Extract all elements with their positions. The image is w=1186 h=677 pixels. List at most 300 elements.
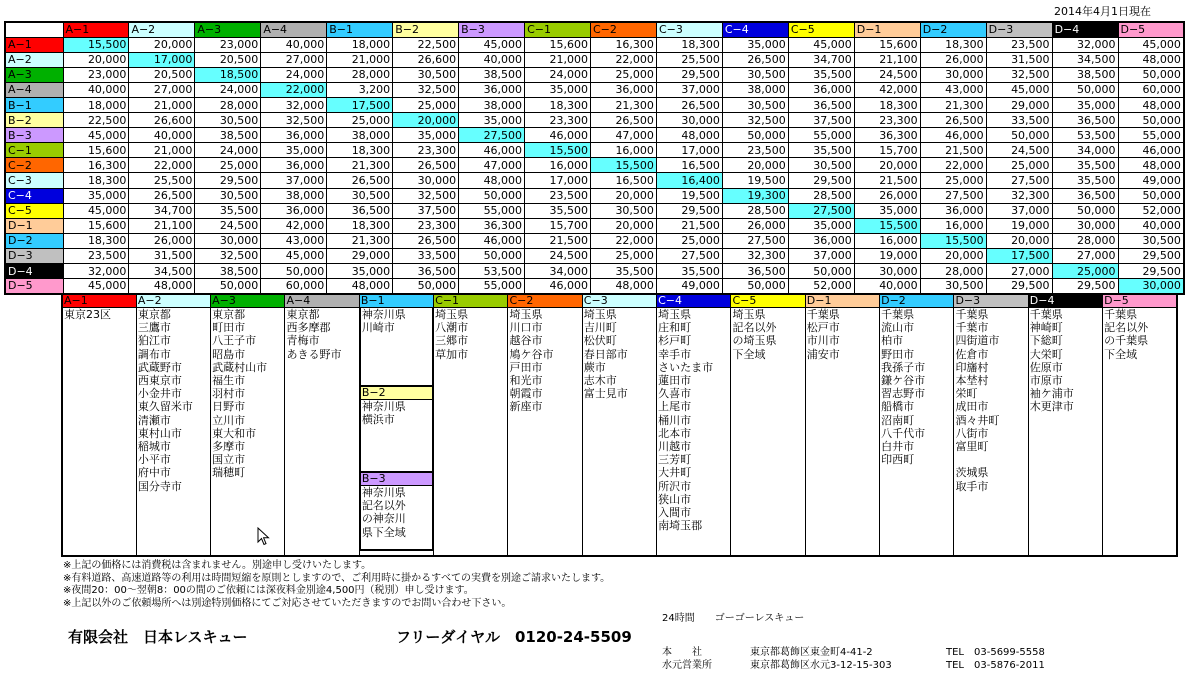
price-cell: 28,000 [920, 264, 986, 279]
price-cell: 25,500 [129, 173, 195, 188]
price-cell: 23,500 [525, 188, 591, 203]
price-cell: 28,000 [1052, 233, 1118, 248]
price-cell: 23,500 [722, 143, 788, 158]
zone-header-cell: D−2 [920, 22, 986, 37]
area-list-cell [211, 308, 285, 556]
price-cell: 18,300 [327, 143, 393, 158]
notes-block [63, 560, 610, 610]
area-name: 北本市 [658, 426, 692, 440]
price-cell: 20,000 [986, 233, 1052, 248]
price-cell: 48,000 [1118, 158, 1184, 173]
price-cell: 32,300 [722, 248, 788, 263]
office-list [662, 646, 1046, 672]
price-cell: 42,000 [854, 82, 920, 97]
zone-header-cell: C−4 [722, 22, 788, 37]
area-name [955, 453, 1026, 466]
price-cell: 29,500 [195, 173, 261, 188]
area-name: 本埜村 [955, 374, 989, 388]
area-name: 南埼玉郡 [658, 519, 703, 533]
price-cell: 21,300 [327, 158, 393, 173]
price-cell: 55,000 [459, 203, 525, 218]
price-cell: 16,500 [656, 158, 722, 173]
zone-row-header: C−5 [5, 203, 63, 218]
price-row [5, 264, 1184, 279]
price-cell: 26,000 [129, 233, 195, 248]
area-list-cell [805, 308, 879, 556]
price-cell: 48,000 [327, 279, 393, 294]
price-cell: 30,500 [591, 203, 657, 218]
price-cell: 35,500 [1052, 158, 1118, 173]
price-cell: 26,000 [854, 188, 920, 203]
price-cell: 50,000 [459, 188, 525, 203]
price-cell: 27,000 [261, 52, 327, 67]
area-list-cell [136, 308, 210, 556]
price-cell: 27,500 [459, 128, 525, 143]
area-name: 福生市 [212, 374, 246, 388]
area-name: 川口市 [509, 321, 543, 335]
office-address: 東京都葛飾区水元3-12-15-303 [750, 660, 892, 671]
price-cell: 50,000 [1118, 67, 1184, 82]
area-name: 東京都 [137, 308, 171, 321]
area-name: 東久留米市 [137, 400, 193, 414]
zone-row-header: A−3 [5, 67, 63, 82]
price-cell: 36,000 [261, 203, 327, 218]
zone-row-header: A−1 [5, 37, 63, 52]
price-cell: 35,000 [261, 143, 327, 158]
price-cell: 50,000 [393, 279, 459, 294]
price-cell: 45,000 [63, 279, 129, 294]
area-name: 国立市 [212, 453, 246, 467]
area-name: 市原市 [1029, 374, 1063, 388]
price-cell: 20,000 [591, 218, 657, 233]
price-cell: 36,500 [1052, 113, 1118, 128]
price-cell: 15,500 [525, 143, 591, 158]
price-cell: 50,000 [722, 128, 788, 143]
price-row [5, 188, 1184, 203]
area-name: 調布市 [137, 347, 171, 361]
area-name: 印旛村 [955, 360, 989, 374]
price-cell: 25,000 [393, 97, 459, 112]
area-zone-header: A−3 [211, 294, 285, 308]
price-cell: 50,000 [722, 279, 788, 294]
area-body-row [62, 308, 1177, 556]
area-name: 松伏町 [583, 334, 617, 348]
price-cell: 48,000 [656, 128, 722, 143]
price-cell: 36,000 [591, 82, 657, 97]
area-list-cell [285, 308, 359, 556]
price-cell: 17,000 [525, 173, 591, 188]
price-cell: 48,000 [1118, 97, 1184, 112]
price-cell: 50,000 [1052, 82, 1118, 97]
price-cell: 16,000 [525, 158, 591, 173]
price-cell: 22,500 [63, 113, 129, 128]
price-cell: 15,500 [854, 218, 920, 233]
price-cell: 32,500 [195, 248, 261, 263]
price-cell: 36,500 [722, 264, 788, 279]
price-row [5, 67, 1184, 82]
area-name: 松戸市 [806, 321, 840, 335]
area-zone-header: D−3 [954, 294, 1028, 308]
price-cell: 28,500 [788, 188, 854, 203]
price-cell: 60,000 [1118, 82, 1184, 97]
price-cell: 22,000 [591, 52, 657, 67]
price-cell: 30,500 [195, 188, 261, 203]
price-cell: 23,300 [393, 143, 459, 158]
area-name: 鳩ケ谷市 [509, 347, 554, 361]
area-name: 杉戸町 [658, 334, 692, 348]
price-matrix-table [4, 21, 1185, 295]
price-cell: 29,000 [986, 97, 1052, 112]
area-name: 稲城市 [137, 440, 171, 454]
area-name: 船橋市 [881, 400, 915, 414]
price-cell: 30,500 [327, 188, 393, 203]
price-row [5, 128, 1184, 143]
area-list-cell [657, 308, 731, 556]
area-name: 袖ケ浦市 [1029, 387, 1074, 401]
price-cell: 45,000 [261, 248, 327, 263]
price-cell: 40,000 [63, 82, 129, 97]
price-cell: 25,000 [656, 233, 722, 248]
office-row-head [662, 646, 1046, 659]
price-row [5, 233, 1184, 248]
zone-row-header: D−2 [5, 233, 63, 248]
area-name: 新座市 [509, 400, 543, 414]
price-row [5, 218, 1184, 233]
area-name: 羽村市 [212, 387, 246, 401]
price-cell: 22,000 [920, 158, 986, 173]
price-cell: 18,500 [195, 67, 261, 82]
price-cell: 20,500 [195, 52, 261, 67]
price-cell: 55,000 [788, 128, 854, 143]
area-name: 東村山市 [137, 426, 182, 440]
price-cell: 18,300 [656, 37, 722, 52]
price-cell: 53,500 [459, 264, 525, 279]
zone-row-header: A−2 [5, 52, 63, 67]
area-name: の埼玉県 [732, 334, 777, 348]
area-name: 八街市 [955, 426, 989, 440]
price-cell: 20,000 [63, 52, 129, 67]
area-name: 記名以外 [1104, 321, 1149, 335]
area-name: 久喜市 [658, 387, 692, 401]
price-cell: 38,000 [261, 188, 327, 203]
price-cell: 15,600 [63, 218, 129, 233]
price-cell: 48,000 [129, 279, 195, 294]
price-cell: 35,500 [1052, 173, 1118, 188]
price-cell: 20,000 [854, 158, 920, 173]
area-zone-header: C−2 [508, 294, 582, 308]
price-header-row [5, 22, 1184, 37]
price-cell: 36,000 [788, 233, 854, 248]
area-name: 小金井市 [137, 387, 182, 401]
zone-row-header: B−2 [5, 113, 63, 128]
price-cell: 55,000 [1118, 128, 1184, 143]
area-name: 流山市 [881, 321, 915, 335]
price-cell: 25,500 [656, 52, 722, 67]
area-list-cell [1103, 308, 1177, 556]
price-cell: 26,600 [129, 113, 195, 128]
area-list-cell [434, 308, 508, 556]
area-name: 小平市 [137, 453, 171, 467]
zone-header-cell: B−3 [459, 22, 525, 37]
price-cell: 21,500 [525, 233, 591, 248]
price-cell: 32,000 [261, 97, 327, 112]
price-cell: 26,600 [393, 52, 459, 67]
price-cell: 28,000 [327, 67, 393, 82]
price-cell: 34,700 [788, 52, 854, 67]
price-cell: 21,000 [129, 97, 195, 112]
price-cell: 28,500 [722, 203, 788, 218]
area-name: 印西町 [881, 453, 915, 467]
price-cell: 35,500 [656, 264, 722, 279]
price-cell: 21,500 [854, 173, 920, 188]
price-cell: 45,000 [459, 37, 525, 52]
area-name: 沼南町 [881, 413, 915, 427]
note-line: ※上記の価格には消費税は含まれません。別途申し受けいたします。 [63, 560, 372, 571]
zone-header-cell: D−1 [854, 22, 920, 37]
area-name: 千葉県 [806, 308, 840, 321]
price-cell: 27,000 [129, 82, 195, 97]
office-tel: TEL 03-5699-5558 [946, 647, 1045, 658]
price-cell: 30,500 [195, 113, 261, 128]
area-name: 春日部市 [583, 347, 628, 361]
area-name: 浦安市 [806, 347, 840, 361]
area-name: 戸田市 [509, 360, 543, 374]
price-cell: 30,000 [195, 233, 261, 248]
price-row [5, 143, 1184, 158]
price-cell: 27,500 [986, 173, 1052, 188]
price-cell: 33,500 [986, 113, 1052, 128]
price-cell: 32,500 [261, 113, 327, 128]
price-cell: 3,200 [327, 82, 393, 97]
price-cell: 30,000 [1118, 279, 1184, 294]
price-cell: 42,000 [261, 218, 327, 233]
price-cell: 40,000 [261, 37, 327, 52]
area-name: 狭山市 [658, 492, 692, 506]
zone-header-cell: A−2 [129, 22, 195, 37]
price-row [5, 173, 1184, 188]
price-cell: 16,300 [63, 158, 129, 173]
area-name: 大栄町 [1029, 347, 1063, 361]
price-cell: 38,000 [459, 97, 525, 112]
area-name: 取手市 [955, 479, 989, 493]
price-cell: 24,500 [195, 218, 261, 233]
price-cell: 15,600 [854, 37, 920, 52]
zone-row-header: C−2 [5, 158, 63, 173]
price-cell: 53,500 [1052, 128, 1118, 143]
area-name: 成田市 [955, 400, 989, 414]
price-cell: 30,500 [722, 67, 788, 82]
area-zone-header: C−5 [731, 294, 805, 308]
price-cell: 35,000 [327, 264, 393, 279]
price-cell: 36,000 [788, 82, 854, 97]
price-cell: 15,500 [920, 233, 986, 248]
area-name: 東京都 [286, 308, 320, 321]
price-cell: 20,000 [920, 248, 986, 263]
area-name: 埼玉県 [583, 308, 617, 321]
area-name: 富士見市 [583, 387, 628, 401]
area-name: 国分寺市 [137, 479, 182, 493]
zone-row-header: C−4 [5, 188, 63, 203]
24h-service-label: 24時間 ゴーゴーレスキュー [662, 613, 805, 624]
price-cell: 21,500 [920, 143, 986, 158]
price-cell: 36,000 [459, 82, 525, 97]
price-cell: 38,000 [722, 82, 788, 97]
area-zone-header: C−4 [657, 294, 731, 308]
zone-header-cell: A−3 [195, 22, 261, 37]
price-cell: 40,000 [459, 52, 525, 67]
area-name: 四街道市 [955, 334, 1000, 348]
price-cell: 30,500 [920, 279, 986, 294]
price-cell: 52,000 [1118, 203, 1184, 218]
price-cell: 24,500 [525, 248, 591, 263]
subzone-box [360, 473, 433, 551]
price-cell: 27,500 [656, 248, 722, 263]
area-name: あきる野市 [286, 347, 342, 361]
area-name: 千葉県 [1029, 308, 1063, 321]
price-cell: 19,500 [722, 173, 788, 188]
price-cell: 35,000 [722, 37, 788, 52]
price-cell: 24,000 [525, 67, 591, 82]
price-cell: 34,000 [525, 264, 591, 279]
price-cell: 20,500 [129, 67, 195, 82]
price-cell: 18,300 [920, 37, 986, 52]
price-cell: 37,000 [656, 82, 722, 97]
price-cell: 46,000 [459, 143, 525, 158]
zone-row-header: D−5 [5, 279, 63, 294]
area-name: 三鷹市 [137, 321, 171, 335]
price-cell: 48,000 [591, 279, 657, 294]
area-name: 三郷市 [435, 334, 469, 348]
price-cell: 35,500 [788, 67, 854, 82]
price-cell: 36,500 [788, 97, 854, 112]
price-cell: 30,500 [788, 158, 854, 173]
price-cell: 23,500 [63, 248, 129, 263]
price-cell: 35,000 [393, 128, 459, 143]
price-cell: 30,500 [393, 67, 459, 82]
price-cell: 27,500 [920, 188, 986, 203]
area-name: の神奈川 [361, 512, 406, 526]
price-cell: 40,000 [1118, 218, 1184, 233]
price-cell: 38,500 [195, 264, 261, 279]
price-cell: 16,400 [656, 173, 722, 188]
price-cell: 25,000 [327, 113, 393, 128]
price-cell: 19,300 [722, 188, 788, 203]
area-name: 神奈川県 [361, 308, 406, 321]
price-cell: 36,000 [920, 203, 986, 218]
area-name: 所沢市 [658, 479, 692, 493]
area-name: 下全域 [732, 347, 766, 361]
area-name: 蕨市 [583, 360, 606, 374]
price-cell: 37,000 [986, 203, 1052, 218]
price-cell: 43,000 [261, 233, 327, 248]
price-cell: 27,500 [788, 203, 854, 218]
subzone-header: B−3 [361, 473, 432, 486]
zone-row-header: A−4 [5, 82, 63, 97]
area-name: 我孫子市 [881, 360, 926, 374]
zone-row-header: D−1 [5, 218, 63, 233]
price-cell: 26,000 [722, 218, 788, 233]
price-cell: 35,000 [854, 203, 920, 218]
price-cell: 35,500 [195, 203, 261, 218]
area-zone-header: D−2 [880, 294, 954, 308]
area-name: 神奈川県 [361, 486, 406, 499]
price-cell: 30,500 [1118, 233, 1184, 248]
price-cell: 24,000 [261, 67, 327, 82]
price-cell: 29,500 [1118, 248, 1184, 263]
office-name: 本 社 [662, 647, 702, 658]
price-cell: 27,000 [1052, 248, 1118, 263]
price-cell: 26,500 [393, 158, 459, 173]
price-cell: 50,000 [986, 128, 1052, 143]
price-cell: 18,300 [327, 218, 393, 233]
area-name: 西多摩郡 [286, 321, 331, 335]
price-cell: 15,600 [63, 143, 129, 158]
price-cell: 40,000 [129, 128, 195, 143]
price-cell: 35,000 [63, 188, 129, 203]
price-cell: 50,000 [1052, 203, 1118, 218]
area-name: 埼玉県 [509, 308, 543, 321]
price-row [5, 113, 1184, 128]
price-cell: 52,000 [788, 279, 854, 294]
area-zone-header: A−4 [285, 294, 359, 308]
price-cell: 47,000 [459, 158, 525, 173]
price-cell: 24,000 [195, 143, 261, 158]
area-name: 川崎市 [361, 321, 395, 335]
price-cell: 18,000 [63, 97, 129, 112]
price-cell: 35,500 [525, 203, 591, 218]
price-cell: 26,500 [591, 113, 657, 128]
price-cell: 50,000 [788, 264, 854, 279]
price-cell: 50,000 [459, 248, 525, 263]
price-cell: 28,000 [195, 97, 261, 112]
area-name: 野田市 [881, 347, 915, 361]
zone-header-cell: C−5 [788, 22, 854, 37]
area-name: 市川市 [806, 334, 840, 348]
area-name: 桶川市 [658, 413, 692, 427]
area-name: 三芳町 [658, 453, 692, 467]
price-row [5, 37, 1184, 52]
area-list-cell [1028, 308, 1102, 556]
subzone-body [361, 308, 432, 334]
price-cell: 17,000 [656, 143, 722, 158]
zone-row-header: D−4 [5, 264, 63, 279]
area-name: 八千代市 [881, 426, 926, 440]
price-cell: 33,500 [393, 248, 459, 263]
price-cell: 45,000 [63, 203, 129, 218]
note-line: ※上記以外のご依頼場所へは別途特別価格にてご対応させていただきますのでお問い合わせ下さい。 [63, 597, 512, 609]
price-cell: 25,000 [591, 67, 657, 82]
price-row [5, 82, 1184, 97]
price-cell: 21,300 [920, 97, 986, 112]
area-name: 武蔵野市 [137, 360, 182, 374]
area-name: 鎌ケ谷市 [881, 374, 926, 388]
zone-row-header: B−3 [5, 128, 63, 143]
area-name: 吉川町 [583, 321, 617, 335]
price-cell: 26,500 [393, 233, 459, 248]
price-cell: 17,500 [327, 97, 393, 112]
area-name: 白井市 [881, 440, 915, 454]
price-cell: 16,000 [854, 233, 920, 248]
price-cell: 23,300 [525, 113, 591, 128]
price-cell: 17,000 [129, 52, 195, 67]
company-name: 有限会社 日本レスキュー [68, 628, 248, 646]
area-name: 和光市 [509, 374, 543, 388]
price-cell: 17,500 [986, 248, 1052, 263]
area-name: 上尾市 [658, 400, 692, 414]
area-list-cell [582, 308, 656, 556]
area-name: 習志野市 [881, 387, 926, 401]
zone-row-header: C−1 [5, 143, 63, 158]
